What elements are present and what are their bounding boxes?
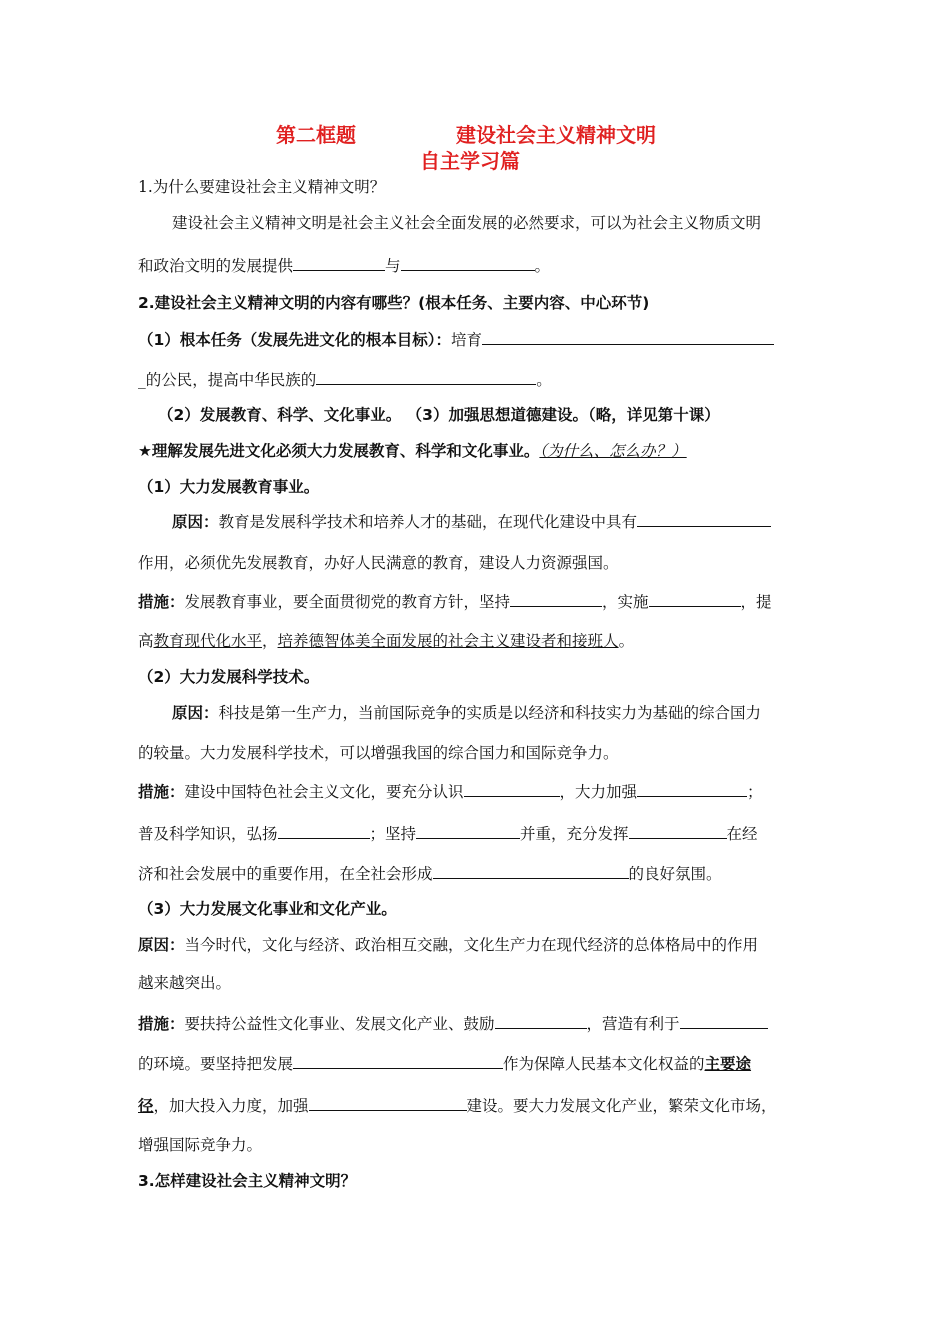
section-title: 自主学习篇 bbox=[420, 149, 520, 173]
q2-task-line1: （1）根本任务（发展先进文化的根本目标）：培育 bbox=[138, 328, 774, 351]
edu-measure-line2: 高教育现代化水平，培养德智体美全面发展的社会主义建设者和接班人。 bbox=[138, 632, 635, 650]
fill-blank[interactable] bbox=[510, 590, 602, 607]
topic-title: 建设社会主义精神文明 bbox=[456, 123, 656, 147]
frame-label: 第二框题 bbox=[276, 123, 356, 147]
fill-blank[interactable] bbox=[316, 368, 536, 385]
edu-reason-line1: 原因：教育是发展科学技术和培养人才的基础，在现代化建设中具有 bbox=[172, 510, 771, 533]
cul-measure-line1: 措施：要扶持公益性文化事业、发展文化产业、鼓励 ，营造有利于 bbox=[138, 1012, 768, 1035]
fill-blank[interactable] bbox=[464, 780, 560, 797]
fill-blank[interactable] bbox=[416, 822, 520, 839]
sci-measure-line3: 济和社会发展中的重要作用，在全社会形成 的良好氛围。 bbox=[138, 862, 722, 885]
fill-blank[interactable] bbox=[293, 1052, 503, 1069]
cul-measure-line4: 增强国际竞争力。 bbox=[138, 1136, 263, 1154]
cul-reason-line1: 原因：当今时代，文化与经济、政治相互交融，文化生产力在现代经济的总体格局中的作用 bbox=[138, 936, 759, 954]
q2-star-line: ★理解发展先进文化必须大力发展教育、科学和文化事业。（为什么、怎么办？） bbox=[138, 442, 687, 460]
edu-measure-line1: 措施：发展教育事业，要全面贯彻党的教育方针，坚持 ，实施 ，提 bbox=[138, 590, 772, 613]
cul-heading: （3）大力发展文化事业和文化产业。 bbox=[138, 900, 397, 918]
q2-items-line: （2）发展教育、科学、文化事业。 （3）加强思想道德建设。（略，详见第十课） bbox=[158, 406, 720, 424]
q2-task-line2: _的公民，提高中华民族的 。 bbox=[138, 368, 552, 391]
q2-heading: 2.建设社会主义精神文明的内容有哪些？(根本任务、主要内容、中心环节) bbox=[138, 294, 650, 312]
fill-blank[interactable] bbox=[482, 328, 774, 345]
fill-blank[interactable] bbox=[649, 590, 741, 607]
fill-blank[interactable] bbox=[278, 822, 370, 839]
fill-blank[interactable] bbox=[629, 822, 727, 839]
frame-title bbox=[276, 124, 356, 146]
fill-blank[interactable] bbox=[293, 254, 385, 271]
fill-blank[interactable] bbox=[637, 510, 771, 527]
q1-paragraph-line2: 和政治文明的发展提供 与 。 bbox=[138, 254, 550, 277]
fill-blank[interactable] bbox=[309, 1094, 467, 1111]
sci-heading: （2）大力发展科学技术。 bbox=[138, 668, 320, 686]
sci-reason-line2: 的较量。大力发展科学技术，可以增强我国的综合国力和国际竞争力。 bbox=[138, 744, 619, 762]
q1-paragraph-line1: 建设社会主义精神文明是社会主义社会全面发展的必然要求，可以为社会主义物质文明 bbox=[172, 214, 762, 232]
cul-measure-line2: 的环境。要坚持把发展 作为保障人民基本文化权益的主要途 bbox=[138, 1052, 751, 1075]
cul-reason-line2: 越来越突出。 bbox=[138, 974, 232, 992]
q3-heading: 3.怎样建设社会主义精神文明？ bbox=[138, 1172, 357, 1190]
q1-heading: 1.为什么要建设社会主义精神文明？ bbox=[138, 178, 386, 196]
sci-measure-line1: 措施：建设中国特色社会主义文化，要充分认识 ，大力加强 ； bbox=[138, 780, 763, 803]
fill-blank[interactable] bbox=[637, 780, 747, 797]
sci-reason-line1: 原因：科技是第一生产力，当前国际竞争的实质是以经济和科技实力为基础的综合国力 bbox=[172, 704, 762, 722]
edu-heading: （1）大力发展教育事业。 bbox=[138, 478, 320, 496]
fill-blank[interactable] bbox=[433, 862, 629, 879]
cul-measure-line3: 径，加大投入力度，加强 建设。要大力发展文化产业，繁荣文化市场， bbox=[138, 1094, 777, 1117]
fill-blank[interactable] bbox=[495, 1012, 587, 1029]
sci-measure-line2: 普及科学知识，弘扬 ；坚持 并重，充分发挥 在经 bbox=[138, 822, 758, 845]
fill-blank[interactable] bbox=[401, 254, 535, 271]
fill-blank[interactable] bbox=[680, 1012, 768, 1029]
edu-reason-line2: 作用，必须优先发展教育，办好人民满意的教育，建设人力资源强国。 bbox=[138, 554, 619, 572]
